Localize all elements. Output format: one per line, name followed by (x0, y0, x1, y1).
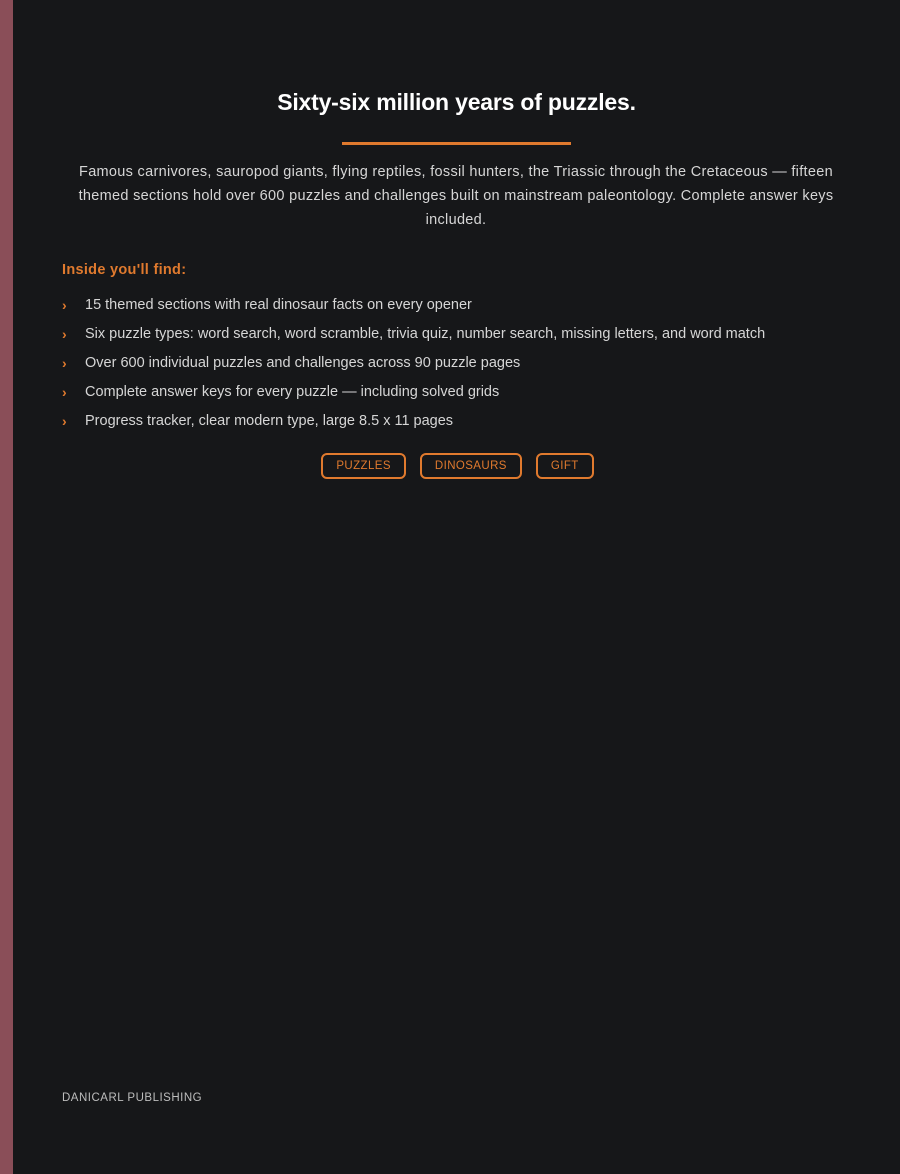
list-item (62, 290, 765, 319)
chevron-right-icon: › (62, 354, 67, 371)
feature-list (62, 290, 765, 436)
tag-gift[interactable]: GIFT (536, 453, 594, 479)
chevron-right-icon: › (62, 325, 67, 342)
list-item-text: Complete answer keys for every puzzle — including solved grids (85, 384, 500, 401)
list-item (62, 378, 765, 407)
list-item-text: Six puzzle types: word search, word scramble, trivia quiz, number search, missing letters, and word match (85, 325, 766, 342)
chevron-right-icon: › (62, 384, 67, 401)
intro-paragraph: Famous carnivores, sauropod giants, flying reptiles, fossil hunters, the Triassic through the Cretaceous — fifteen themed sections hold over 600 puzzles and challenges built on mainstream paleontology. Complete answer keys included. (78, 164, 834, 228)
title-underline (342, 142, 571, 145)
tag-puzzles[interactable]: PUZZLES (321, 453, 406, 479)
list-item (62, 319, 765, 348)
chevron-right-icon: › (62, 296, 67, 313)
list-item (62, 407, 765, 436)
tag-dinosaurs[interactable]: DINOSAURS (420, 453, 522, 479)
list-item (62, 348, 765, 377)
chevron-right-icon: › (62, 413, 67, 430)
list-item-text: Over 600 individual puzzles and challenges across 90 puzzle pages (85, 354, 521, 371)
list-item-text: Progress tracker, clear modern type, large 8.5 x 11 pages (85, 413, 454, 430)
inside-heading: Inside you'll find: (62, 262, 187, 278)
page-title: Sixty-six million years of puzzles. (277, 89, 636, 115)
publisher-footer: DANICARL PUBLISHING (62, 1092, 203, 1104)
page-content (13, 0, 900, 1174)
tag-group (13, 453, 900, 479)
list-item-text: 15 themed sections with real dinosaur facts on every opener (85, 296, 472, 313)
side-accent-bar (0, 0, 13, 1174)
